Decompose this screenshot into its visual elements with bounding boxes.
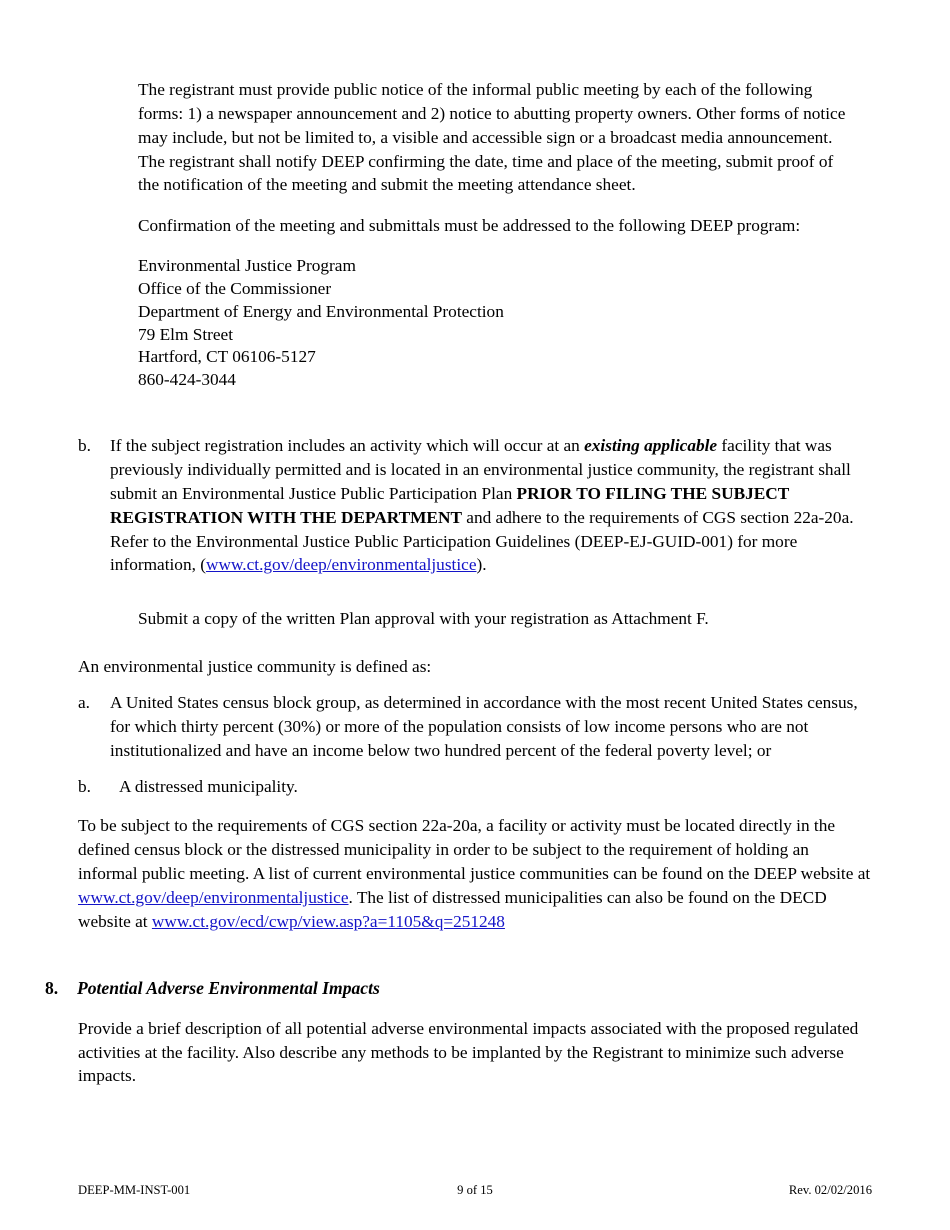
environmental-justice-link-1[interactable]: www.ct.gov/deep/environmentaljustice [205, 555, 477, 575]
address-line-street: 79 Elm Street [138, 324, 234, 344]
list-marker-a: a. [78, 693, 90, 712]
address-line-city-state-zip: Hartford, CT 06106-5127 [138, 347, 316, 367]
confirmation-paragraph: Confirmation of the meeting and submittals must be addressed to the following DEEP program: [138, 216, 801, 236]
address-line-office: Office of the Commissioner [138, 278, 332, 298]
list-item-b-existing-applicable [78, 434, 872, 577]
spacer [78, 197, 872, 214]
list-marker-b-2: b. [78, 776, 91, 796]
spacer [78, 631, 872, 655]
public-notice-block [138, 78, 856, 197]
footer-page-number: 9 of 15 [457, 1183, 493, 1197]
section-title: Potential Adverse Environmental Impacts [77, 977, 380, 998]
item-b-text-1: If the subject registration includes an activity which will occur at an [110, 436, 585, 456]
list-item-b-2-text: A distressed municipality. [119, 776, 298, 796]
section-number: 8. [45, 977, 59, 998]
footer-revision: Rev. 02/02/2016 [788, 1183, 872, 1197]
spacer [78, 679, 872, 691]
item-b-text-3: and adhere to the requirements of CGS section 22a-20a. Refer to the Environmental Justice Public Participation Guidelines (DEEP-EJ-GUID-001) for more information, ( [110, 507, 854, 575]
item-b-emphasis: existing applicable [584, 436, 718, 456]
public-notice-paragraph: The registrant must provide public notice of the informal public meeting by each of the following forms: 1) a newspaper announcement and 2) notice to abutting property owners. Other forms of notice may include, but not be limited to, a visible and accessible sign or a broadcast media announcement. The registrant shall notify DEEP confirming the date, time and place of the meeting, submit proof of the notification of the meeting and submit the meeting attendance sheet. [138, 80, 846, 195]
item-b-text-4: ). [476, 555, 487, 575]
address-line-department: Department of Energy and Environmental Protection [138, 301, 504, 321]
spacer [78, 999, 872, 1017]
environmental-justice-link-2[interactable]: www.ct.gov/deep/environmentaljustice [78, 888, 349, 908]
subject-requirements-text-2: . The list of distressed municipalities can also be found on the DECD website at [78, 888, 827, 931]
confirmation-block [138, 214, 856, 238]
item-b-text-2: facility that was previously individually permitted and is located in an environmental justice community, the registrant shall submit an Environmental Justice Public Participation Plan [110, 436, 851, 503]
section-heading-8 [45, 977, 872, 999]
list-item-a-text: A United States census block group, as determined in accordance with the most recent United States census, for which thirty percent (30%) or more of the population consists of low income persons who are not institutionalized and have an income below two hundred percent of the federal poverty level; or [110, 693, 858, 760]
address-line-phone: 860-424-3044 [138, 370, 236, 390]
section-8-body: Provide a brief description of all potential adverse environmental impacts associated with the proposed regulated activities at the facility. Also describe any methods to be implanted by the Registrant to minimize such adverse impacts. [78, 1018, 859, 1086]
item-b-strong: PRIOR TO FILING THE SUBJECT REGISTRATION WITH THE DEPARTMENT [110, 483, 789, 527]
spacer [78, 392, 872, 434]
page-footer [78, 1183, 872, 1198]
decd-distressed-municipalities-link[interactable]: www.ct.gov/ecd/cwp/view.asp?a=1105&q=251248 [151, 911, 505, 931]
footer-document-id: DEEP-MM-INST-001 [78, 1183, 191, 1197]
spacer [78, 798, 872, 814]
list-item-b-text [110, 434, 872, 577]
spacer [78, 238, 872, 255]
subject-requirements-paragraph [78, 814, 872, 933]
address-line-program: Environmental Justice Program [138, 256, 356, 276]
list-marker-b: b. [78, 436, 91, 456]
list-item-a-census-block [78, 691, 872, 763]
ej-definition-intro: An environmental justice community is defined as: [78, 657, 432, 677]
spacer [78, 934, 872, 978]
list-item-b-distressed-municipality [78, 775, 872, 799]
submit-copy-block [138, 607, 856, 631]
spacer [78, 763, 872, 775]
submit-copy-paragraph: Submit a copy of the written Plan approval with your registration as Attachment F. [138, 609, 709, 629]
subject-requirements-text-1: To be subject to the requirements of CGS section 22a-20a, a facility or activity must be located directly in the defined census block or the distressed municipality in order to be subject to the requirement of holding an informal public meeting. A list of current environmental justice communities can be found on the DEEP website at [78, 816, 871, 884]
page-content [45, 78, 872, 1088]
deep-program-address [138, 255, 856, 392]
spacer [78, 577, 872, 607]
